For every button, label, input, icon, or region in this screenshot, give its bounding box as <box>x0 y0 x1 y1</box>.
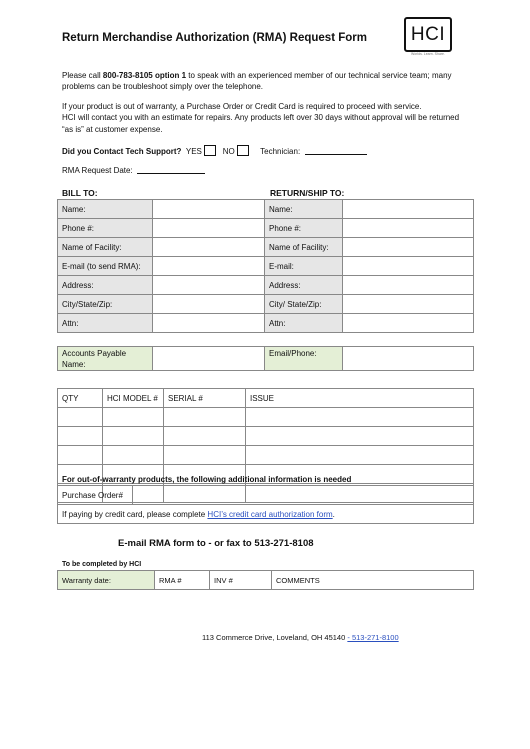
table-row <box>58 257 474 276</box>
address-table <box>57 199 474 333</box>
rma-date-field[interactable] <box>137 173 205 174</box>
table-row <box>58 295 474 314</box>
credit-card-cell <box>58 505 474 524</box>
table-row <box>58 571 474 590</box>
ship-name-input[interactable] <box>343 200 474 219</box>
bill-address-input[interactable] <box>153 276 265 295</box>
purchase-order-label: Purchase Order# <box>58 486 133 505</box>
ship-attn-input[interactable] <box>343 314 474 333</box>
serial-cell[interactable] <box>164 408 246 427</box>
email-phone-input[interactable] <box>343 347 474 371</box>
email-phone-label: Email/Phone: <box>265 347 343 371</box>
ship-address-label: Address: <box>265 276 343 295</box>
table-row <box>58 427 474 446</box>
ship-email-input[interactable] <box>343 257 474 276</box>
table-row <box>58 505 474 524</box>
ship-phone-input[interactable] <box>343 219 474 238</box>
hci-table <box>57 570 474 590</box>
qty-cell[interactable] <box>58 427 103 446</box>
bill-name-label: Name: <box>58 200 153 219</box>
ship-facility-input[interactable] <box>343 238 474 257</box>
ship-to-heading: RETURN/SHIP TO: <box>270 188 345 198</box>
comments-label: COMMENTS <box>272 571 474 590</box>
logo-tagline: Worlds. Learn. Share. <box>411 52 445 56</box>
model-cell[interactable] <box>103 446 164 465</box>
out-of-warranty-table <box>57 485 474 524</box>
issue-cell[interactable] <box>246 446 474 465</box>
call-line2: problems can be troubleshoot simply over the telephone. <box>62 82 264 92</box>
warranty-date-label: Warranty date: <box>58 571 155 590</box>
bill-city-label: City/State/Zip: <box>58 295 153 314</box>
col-model: HCI MODEL # <box>103 389 164 408</box>
yes-label: YES <box>185 147 202 156</box>
qty-cell[interactable] <box>58 446 103 465</box>
inv-number-label: INV # <box>210 571 272 590</box>
accounts-payable-input[interactable] <box>153 347 265 371</box>
technician-field[interactable] <box>305 154 367 155</box>
ship-attn-label: Attn: <box>265 314 343 333</box>
bill-city-input[interactable] <box>153 295 265 314</box>
col-qty: QTY <box>58 389 103 408</box>
footer <box>202 633 399 642</box>
table-row <box>58 276 474 295</box>
issue-cell[interactable] <box>246 408 474 427</box>
yes-checkbox[interactable] <box>204 145 216 156</box>
table-row <box>58 347 474 371</box>
ship-phone-label: Phone #: <box>265 219 343 238</box>
bill-facility-label: Name of Facility: <box>58 238 153 257</box>
bill-facility-input[interactable] <box>153 238 265 257</box>
hci-logo: HCI <box>404 17 452 52</box>
ship-email-label: E-mail: <box>265 257 343 276</box>
bill-email-label: E-mail (to send RMA): <box>58 257 153 276</box>
bill-address-label: Address: <box>58 276 153 295</box>
warranty-line1: If your product is out of warranty, a Purchase Order or Credit Card is required to proceed with service. <box>62 102 422 111</box>
bill-phone-input[interactable] <box>153 219 265 238</box>
call-prefix: Please call <box>62 71 103 80</box>
technician-label: Technician: <box>260 147 301 156</box>
ship-city-label: City/ State/Zip: <box>265 295 343 314</box>
accounts-payable-label <box>58 347 153 371</box>
ship-facility-label: Name of Facility: <box>265 238 343 257</box>
table-row <box>58 446 474 465</box>
ship-city-input[interactable] <box>343 295 474 314</box>
call-suffix: to speak with an experienced member of our technical service team; many <box>186 71 452 80</box>
footer-phone-link[interactable]: - 513-271-8100 <box>347 633 399 642</box>
cc-prefix: If paying by credit card, please complete <box>62 509 208 519</box>
warranty-line3: “as is” at customer expense. <box>62 124 163 134</box>
out-of-warranty-heading: For out-of-warranty products, the following additional information is needed <box>62 475 352 484</box>
table-row <box>58 238 474 257</box>
purchase-order-input[interactable] <box>133 486 474 505</box>
rma-date-row <box>62 166 205 175</box>
cc-suffix: . <box>332 509 335 519</box>
model-cell[interactable] <box>103 408 164 427</box>
ship-name-label: Name: <box>265 200 343 219</box>
no-checkbox[interactable] <box>237 145 249 156</box>
table-header-row <box>58 389 474 408</box>
cc-authorization-link[interactable]: HCI’s credit card authorization form <box>207 509 333 519</box>
intro-warranty-paragraph <box>62 101 482 135</box>
qty-cell[interactable] <box>58 408 103 427</box>
issue-cell[interactable] <box>246 427 474 446</box>
no-label: NO <box>222 147 235 156</box>
email-fax-instruction: E-mail RMA form to - or fax to 513-271-8108 <box>118 538 314 549</box>
bill-attn-input[interactable] <box>153 314 265 333</box>
table-row <box>58 219 474 238</box>
rma-number-label: RMA # <box>155 571 210 590</box>
footer-address: 113 Commerce Drive, Loveland, OH 45140 <box>202 633 346 642</box>
accounts-payable-line1: Accounts Payable <box>62 348 127 358</box>
tech-support-row <box>62 145 367 156</box>
bill-attn-label: Attn: <box>58 314 153 333</box>
ship-address-input[interactable] <box>343 276 474 295</box>
col-serial: SERIAL # <box>164 389 246 408</box>
accounts-payable-line2: Name: <box>62 359 86 369</box>
bill-phone-label: Phone #: <box>58 219 153 238</box>
model-cell[interactable] <box>103 427 164 446</box>
col-issue: ISSUE <box>246 389 474 408</box>
serial-cell[interactable] <box>164 427 246 446</box>
bill-email-input[interactable] <box>153 257 265 276</box>
bill-name-input[interactable] <box>153 200 265 219</box>
table-row <box>58 408 474 427</box>
tech-support-question: Did you Contact Tech Support? <box>62 147 182 156</box>
hci-section-heading: To be completed by HCI <box>62 561 142 568</box>
table-row <box>58 486 474 505</box>
accounts-table <box>57 346 474 371</box>
call-number: 800-783-8105 option 1 <box>102 71 187 80</box>
serial-cell[interactable] <box>164 446 246 465</box>
intro-call-paragraph <box>62 70 482 93</box>
warranty-line2: HCI will contact you with an estimate for repairs. Any products left over 30 days without approval will be returned <box>62 113 460 123</box>
rma-date-label: RMA Request Date: <box>62 166 133 175</box>
bill-to-heading: BILL TO: <box>62 188 98 198</box>
table-row <box>58 200 474 219</box>
page-title: Return Merchandise Authorization (RMA) Request Form <box>62 32 367 44</box>
table-row <box>58 314 474 333</box>
